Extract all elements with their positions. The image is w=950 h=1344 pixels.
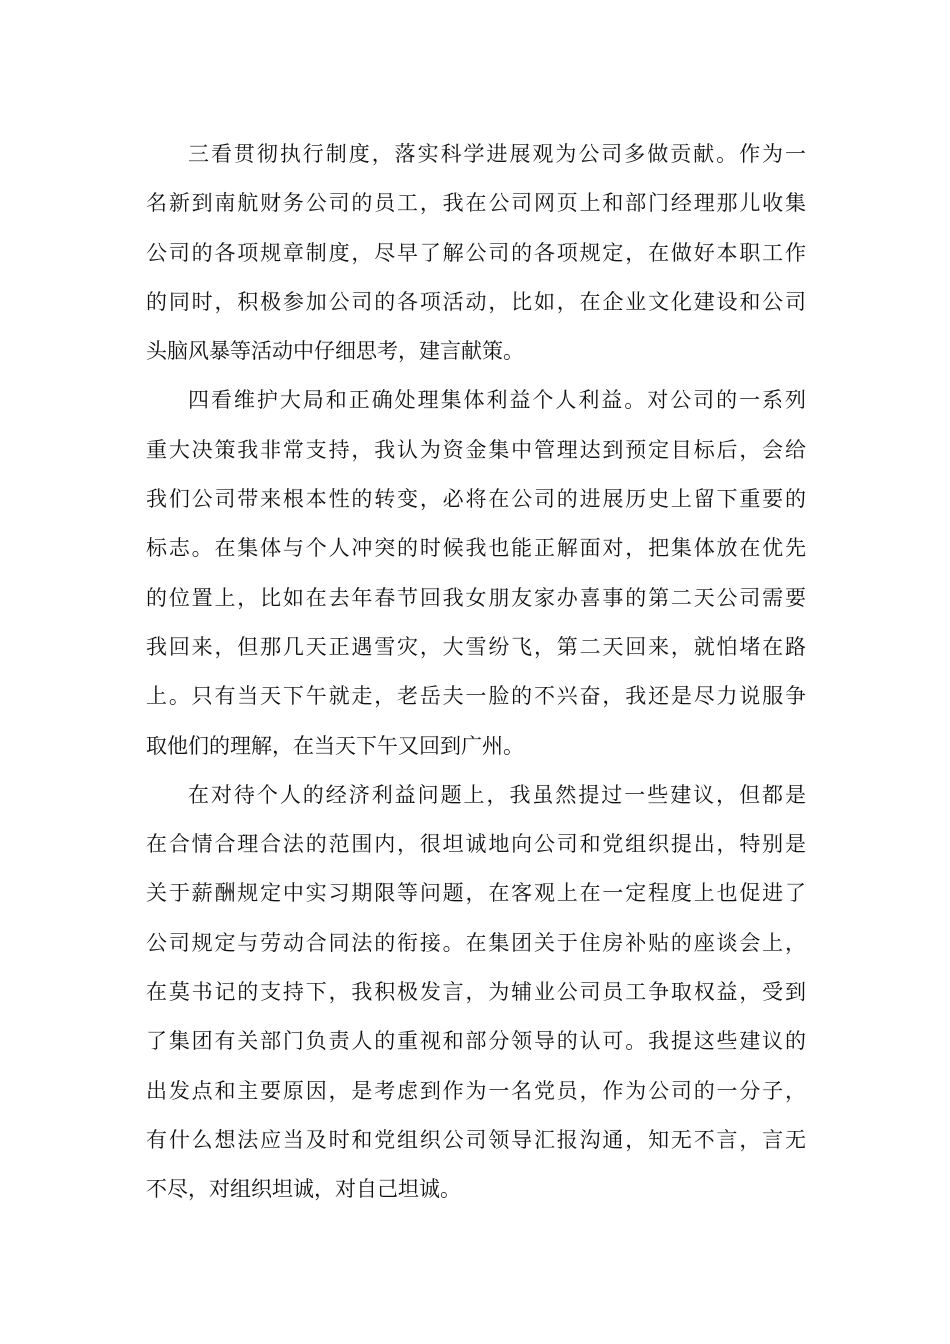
text-line: 的位置上，比如在去年春节回我女朋友家办喜事的第二天公司需要 [146,585,806,610]
text-line: 有什么想法应当及时和党组织公司领导汇报沟通，知无不言，言无 [146,1127,806,1152]
text-line: 头脑风暴等活动中仔细思考，建言献策。 [146,339,524,364]
paragraph-1 [146,130,806,376]
document-body [146,130,806,1215]
text-line: 关于薪酬规定中实习期限等问题，在客观上在一定程度上也促进了 [146,881,806,906]
text-line: 名新到南航财务公司的员工，我在公司网页上和部门经理那儿收集 [146,191,806,216]
text-line: 在合情合理合法的范围内，很坦诚地向公司和党组织提出，特别是 [146,832,806,857]
text-line: 标志。在集体与个人冲突的时候我也能正解面对，把集体放在优先 [146,536,806,561]
text-line: 取他们的理解，在当天下午又回到广州。 [146,733,524,758]
text-line: 出发点和主要原因，是考虑到作为一名党员，作为公司的一分子， [146,1078,806,1103]
text-line: 的同时，积极参加公司的各项活动，比如，在企业文化建设和公司 [146,289,806,314]
text-line: 在莫书记的支持下，我积极发言，为辅业公司员工争取权益，受到 [146,980,806,1005]
paragraph-2 [146,376,806,770]
text-line: 重大决策我非常支持，我认为资金集中管理达到预定目标后，会给 [146,437,806,462]
text-line: 不尽，对组织坦诚，对自己坦诚。 [146,1177,461,1202]
text-line: 公司规定与劳动合同法的衔接。在集团关于住房补贴的座谈会上， [146,930,806,955]
text-line: 公司的各项规章制度，尽早了解公司的各项规定，在做好本职工作 [146,240,806,265]
text-line: 我回来，但那几天正遇雪灾，大雪纷飞，第二天回来，就怕堵在路 [146,634,806,659]
text-line: 我们公司带来根本性的转变，必将在公司的进展历史上留下重要的 [146,487,806,512]
text-line: 四看维护大局和正确处理集体利益个人利益。对公司的一系列 [188,388,806,413]
text-line: 三看贯彻执行制度，落实科学进展观为公司多做贡献。作为一 [188,142,806,166]
text-line: 了集团有关部门负责人的重视和部分领导的认可。我提这些建议的 [146,1029,806,1054]
text-line: 上。只有当天下午就走，老岳夫一脸的不兴奋，我还是尽力说服争 [146,684,806,709]
paragraph-3 [146,771,806,1215]
text-line: 在对待个人的经济利益问题上，我虽然提过一些建议，但都是 [188,782,806,807]
